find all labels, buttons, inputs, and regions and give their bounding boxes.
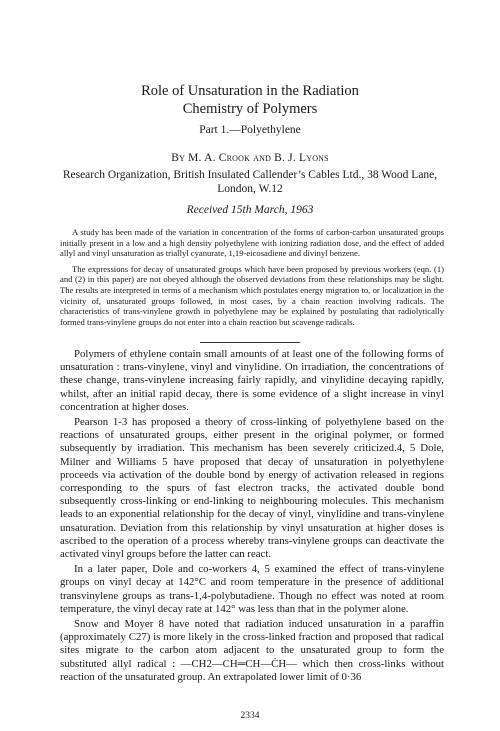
received-date: Received 15th March, 1963: [186, 204, 314, 216]
section-divider: [200, 342, 300, 343]
body-paragraph-3: In a later paper, Dole and co-workers 4, 5 examined the effect of trans-vinylene groups on vinyl decay at 142°C and room temperature in the presence of additional transvinylene groups as trans-1,4-polybutadiene. Though no effect was noted at room temperature, the vinyl decay rate at 142° was less than that in the polymer alone.: [60, 563, 444, 615]
title-line-1: Role of Unsaturation in the Radiation: [141, 83, 359, 99]
body-paragraph-4: Snow and Moyer 8 have noted that radiation induced unsaturation in a paraffin (approximately C27) is more likely in the cross-linked fraction and proposed that radical sites migrate to the carbon atom adjacent to the unsaturated group to form the substituted allyl radical : —CH2—CH═CH—ĊH— which then cross-links without reaction of the unsaturated group. An extrapolated lower limit of 0·36: [60, 618, 444, 683]
affiliation-line-1: Research Organization, British Insulated Callender’s Cables Ltd., 38 Wood Lane,: [62, 169, 438, 181]
abstract-paragraph-2: The expressions for decay of unsaturated groups which have been proposed by previous workers (eqn. (1) and (2) in this paper) are not obeyed although the observed deviations from these relationships may be slight. The results are interpreted in terms of a mechanism which postulates energy migration to, or localization in the vicinity of, unsaturated groups followed, in most cases, by a chain reaction involving radicals. The characteristics of trans-vinylene growth in polyethylene may be explained by postulating that radiolytically formed trans-vinylene groups do not enter into a chain reaction but scavenge radicals.: [60, 263, 444, 327]
abstract: [60, 227, 444, 332]
body-text: [60, 348, 444, 686]
body-paragraph-2: Pearson 1-3 has proposed a theory of cross-linking of polyethylene based on the reactions of unsaturated groups, either present in the original polymer, or formed subsequently by irradiation. This mechanism has been severely criticized.4, 5 Dole, Milner and Williams 5 have proposed that decay of unsaturation in polyethylene proceeds via activation of the double bond by energy of activation released in regions corresponding to the spurs of fast electron tracks, the activated double bond subsequently cross-linking or end-linking to neighbouring molecules. This mechanism leads to an exponential relationship for the decay of vinyl, vinylidine and trans-vinylene unsaturation. Deviation from this relationship by vinyl unsaturation at higher doses is ascribed to the operation of a process whereby trans-vinylene groups can deactivate the activated vinyl groups before the latter can react.: [60, 416, 444, 561]
article-part: Part 1.—Polyethylene: [199, 124, 301, 136]
body-paragraph-1: Polymers of ethylene contain small amounts of at least one of the following forms of unsaturation : trans-vinylene, vinyl and vinylidine. On irradiation, the concentrations of these change, trans-vinylene increasing fairly rapidly, and vinylidine decaying rapidly, whilst, after an initial rapid decay, there is some evidence of a slight increase in vinyl concentration at higher doses.: [60, 348, 444, 413]
article-title: [0, 82, 500, 118]
abstract-paragraph-1: A study has been made of the variation in concentration of the forms of carbon-carbon unsaturated groups initially present in a low and a high density polyethylene with ionizing radiation dose, and the effect of added allyl and vinyl unsaturation as triallyl cyanurate, 1,19-eicosadiene and divinyl benzene.: [60, 227, 444, 259]
affiliation-line-2: London, W.12: [217, 183, 283, 195]
title-line-2: Chemistry of Polymers: [182, 101, 318, 117]
affiliation: [0, 168, 500, 196]
author-line: By M. A. Crook and B. J. Lyons: [171, 152, 329, 164]
page-number: 2334: [240, 711, 260, 721]
